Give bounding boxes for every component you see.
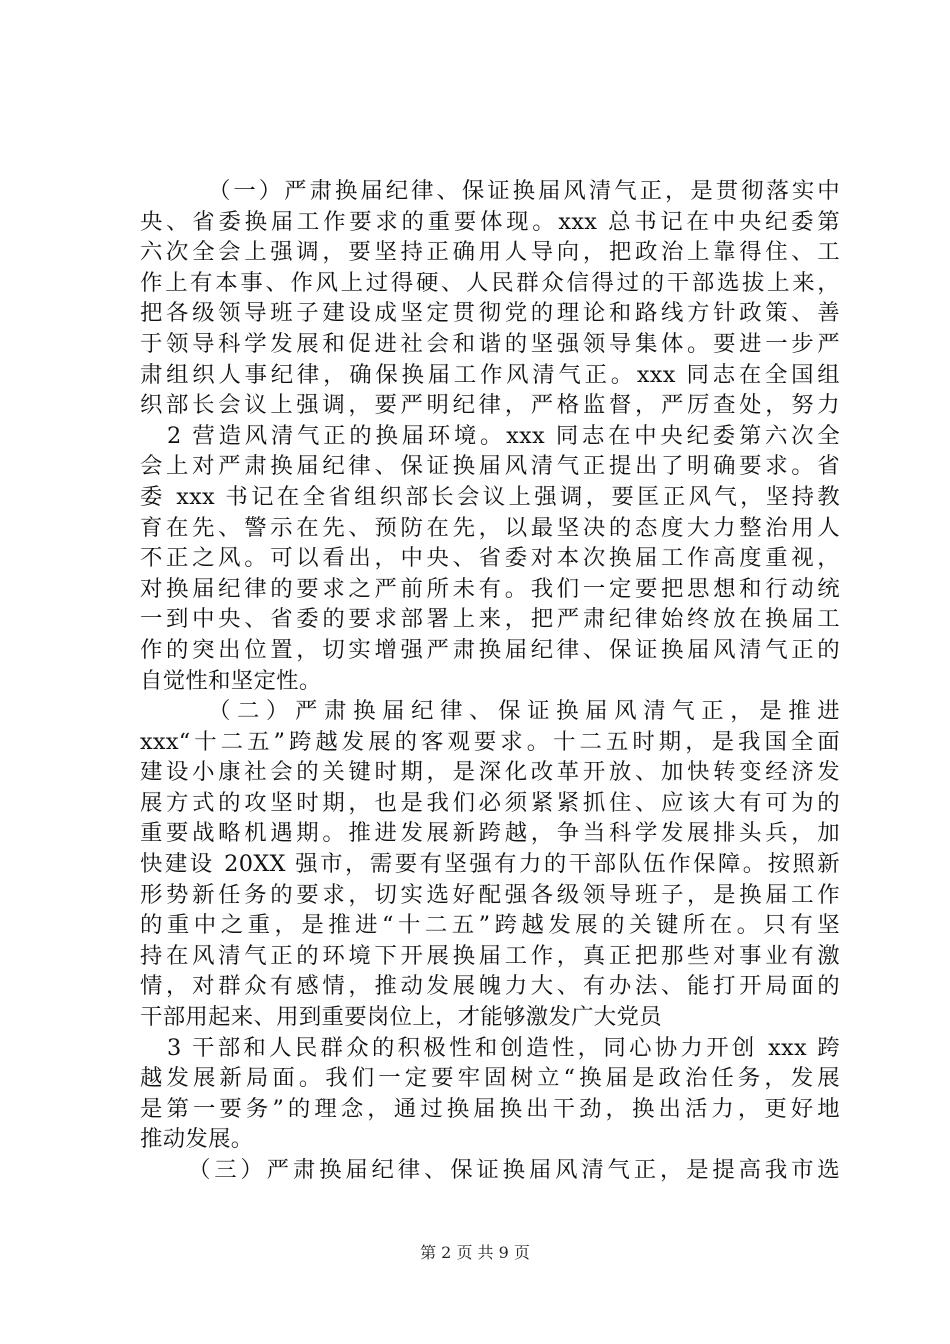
text-line: （二）严肃换届纪律、保证换届风清气正，是推进 [208, 698, 840, 725]
text-line: 干部用起来、用到重要岗位上，才能够激发广大党员 [140, 1004, 662, 1031]
text-line: 不正之风。可以看出，中央、省委对本次换届工作高度重视， [140, 545, 840, 572]
text-line: 持在风清气正的环境下开展换届工作，真正把那些对事业有激 [140, 942, 840, 969]
text-line: 是第一要务”的理念，通过换届换出干劲，换出活力，更好地 [140, 1095, 840, 1122]
text-line: 的重中之重，是推进“十二五”跨越发展的关键所在。只有坚 [140, 912, 840, 939]
text-line: 快建设 20XX 强市，需要有坚强有力的干部队伍作保障。按照新 [140, 851, 840, 878]
text-line: 于领导科学发展和促进社会和谐的坚强领导集体。要进一步严 [140, 330, 840, 357]
text-line: 情，对群众有感情，推动发展魄力大、有办法、能打开局面的 [140, 973, 840, 1000]
text-line: 2 营造风清气正的换届环境。xxx 同志在中央纪委第六次全 [167, 422, 840, 449]
document-body [140, 176, 840, 1186]
text-line: 重要战略机遇期。推进发展新跨越，争当科学发展排头兵，加 [140, 820, 840, 847]
text-line: xxx“十二五”跨越发展的客观要求。十二五时期，是我国全面 [140, 728, 840, 755]
text-line: （三）严肃换届纪律、保证换届风清气正，是提高我市选 [188, 1157, 840, 1183]
text-line: 作上有本事、作风上过得硬、人民群众信得过的干部选拔上来， [140, 269, 840, 296]
text-line: （一）严肃换届纪律、保证换届风清气正，是贯彻落实中 [208, 178, 840, 204]
page-number-label: 第 2 页 共 9 页 [420, 1243, 530, 1262]
text-line: 一到中央、省委的要求部署上来，把严肃纪律始终放在换届工 [140, 606, 840, 633]
text-line: 会上对严肃换届纪律、保证换届风清气正提出了明确要求。省 [140, 453, 840, 480]
page-footer [0, 1240, 950, 1263]
text-line: 越发展新局面。我们一定要牢固树立“换届是政治任务，发展 [140, 1065, 840, 1092]
text-line: 六次全会上强调，要坚持正确用人导向，把政治上靠得住、工 [140, 239, 840, 266]
text-line: 作的突出位置，切实增强严肃换届纪律、保证换届风清气正的 [140, 636, 840, 663]
text-line: 央、省委换届工作要求的重要体现。xxx 总书记在中央纪委第 [140, 208, 840, 235]
text-line: 育在先、警示在先、预防在先，以最坚决的态度大力整治用人 [140, 514, 840, 541]
text-line: 3 干部和人民群众的积极性和创造性，同心协力开创 xxx 跨 [167, 1034, 840, 1061]
text-line: 织部长会议上强调，要严明纪律，严格监督，严厉查处，努力 [140, 392, 840, 419]
text-line: 自觉性和坚定性。 [140, 667, 322, 694]
text-line: 推动发展。 [140, 1126, 254, 1153]
text-line: 对换届纪律的要求之严前所未有。我们一定要把思想和行动统 [140, 575, 840, 602]
text-line: 建设小康社会的关键时期，是深化改革开放、加快转变经济发 [140, 759, 840, 786]
text-line: 把各级领导班子建设成坚定贯彻党的理论和路线方针政策、善 [140, 300, 840, 327]
text-line: 肃组织人事纪律，确保换届工作风清气正。xxx 同志在全国组 [140, 361, 840, 388]
text-line: 形势新任务的要求，切实选好配强各级领导班子，是换届工作 [140, 881, 840, 908]
text-line: 委 xxx 书记在全省组织部长会议上强调，要匡正风气，坚持教 [140, 483, 840, 510]
text-line: 展方式的攻坚时期，也是我们必须紧紧抓住、应该大有可为的 [140, 789, 840, 816]
